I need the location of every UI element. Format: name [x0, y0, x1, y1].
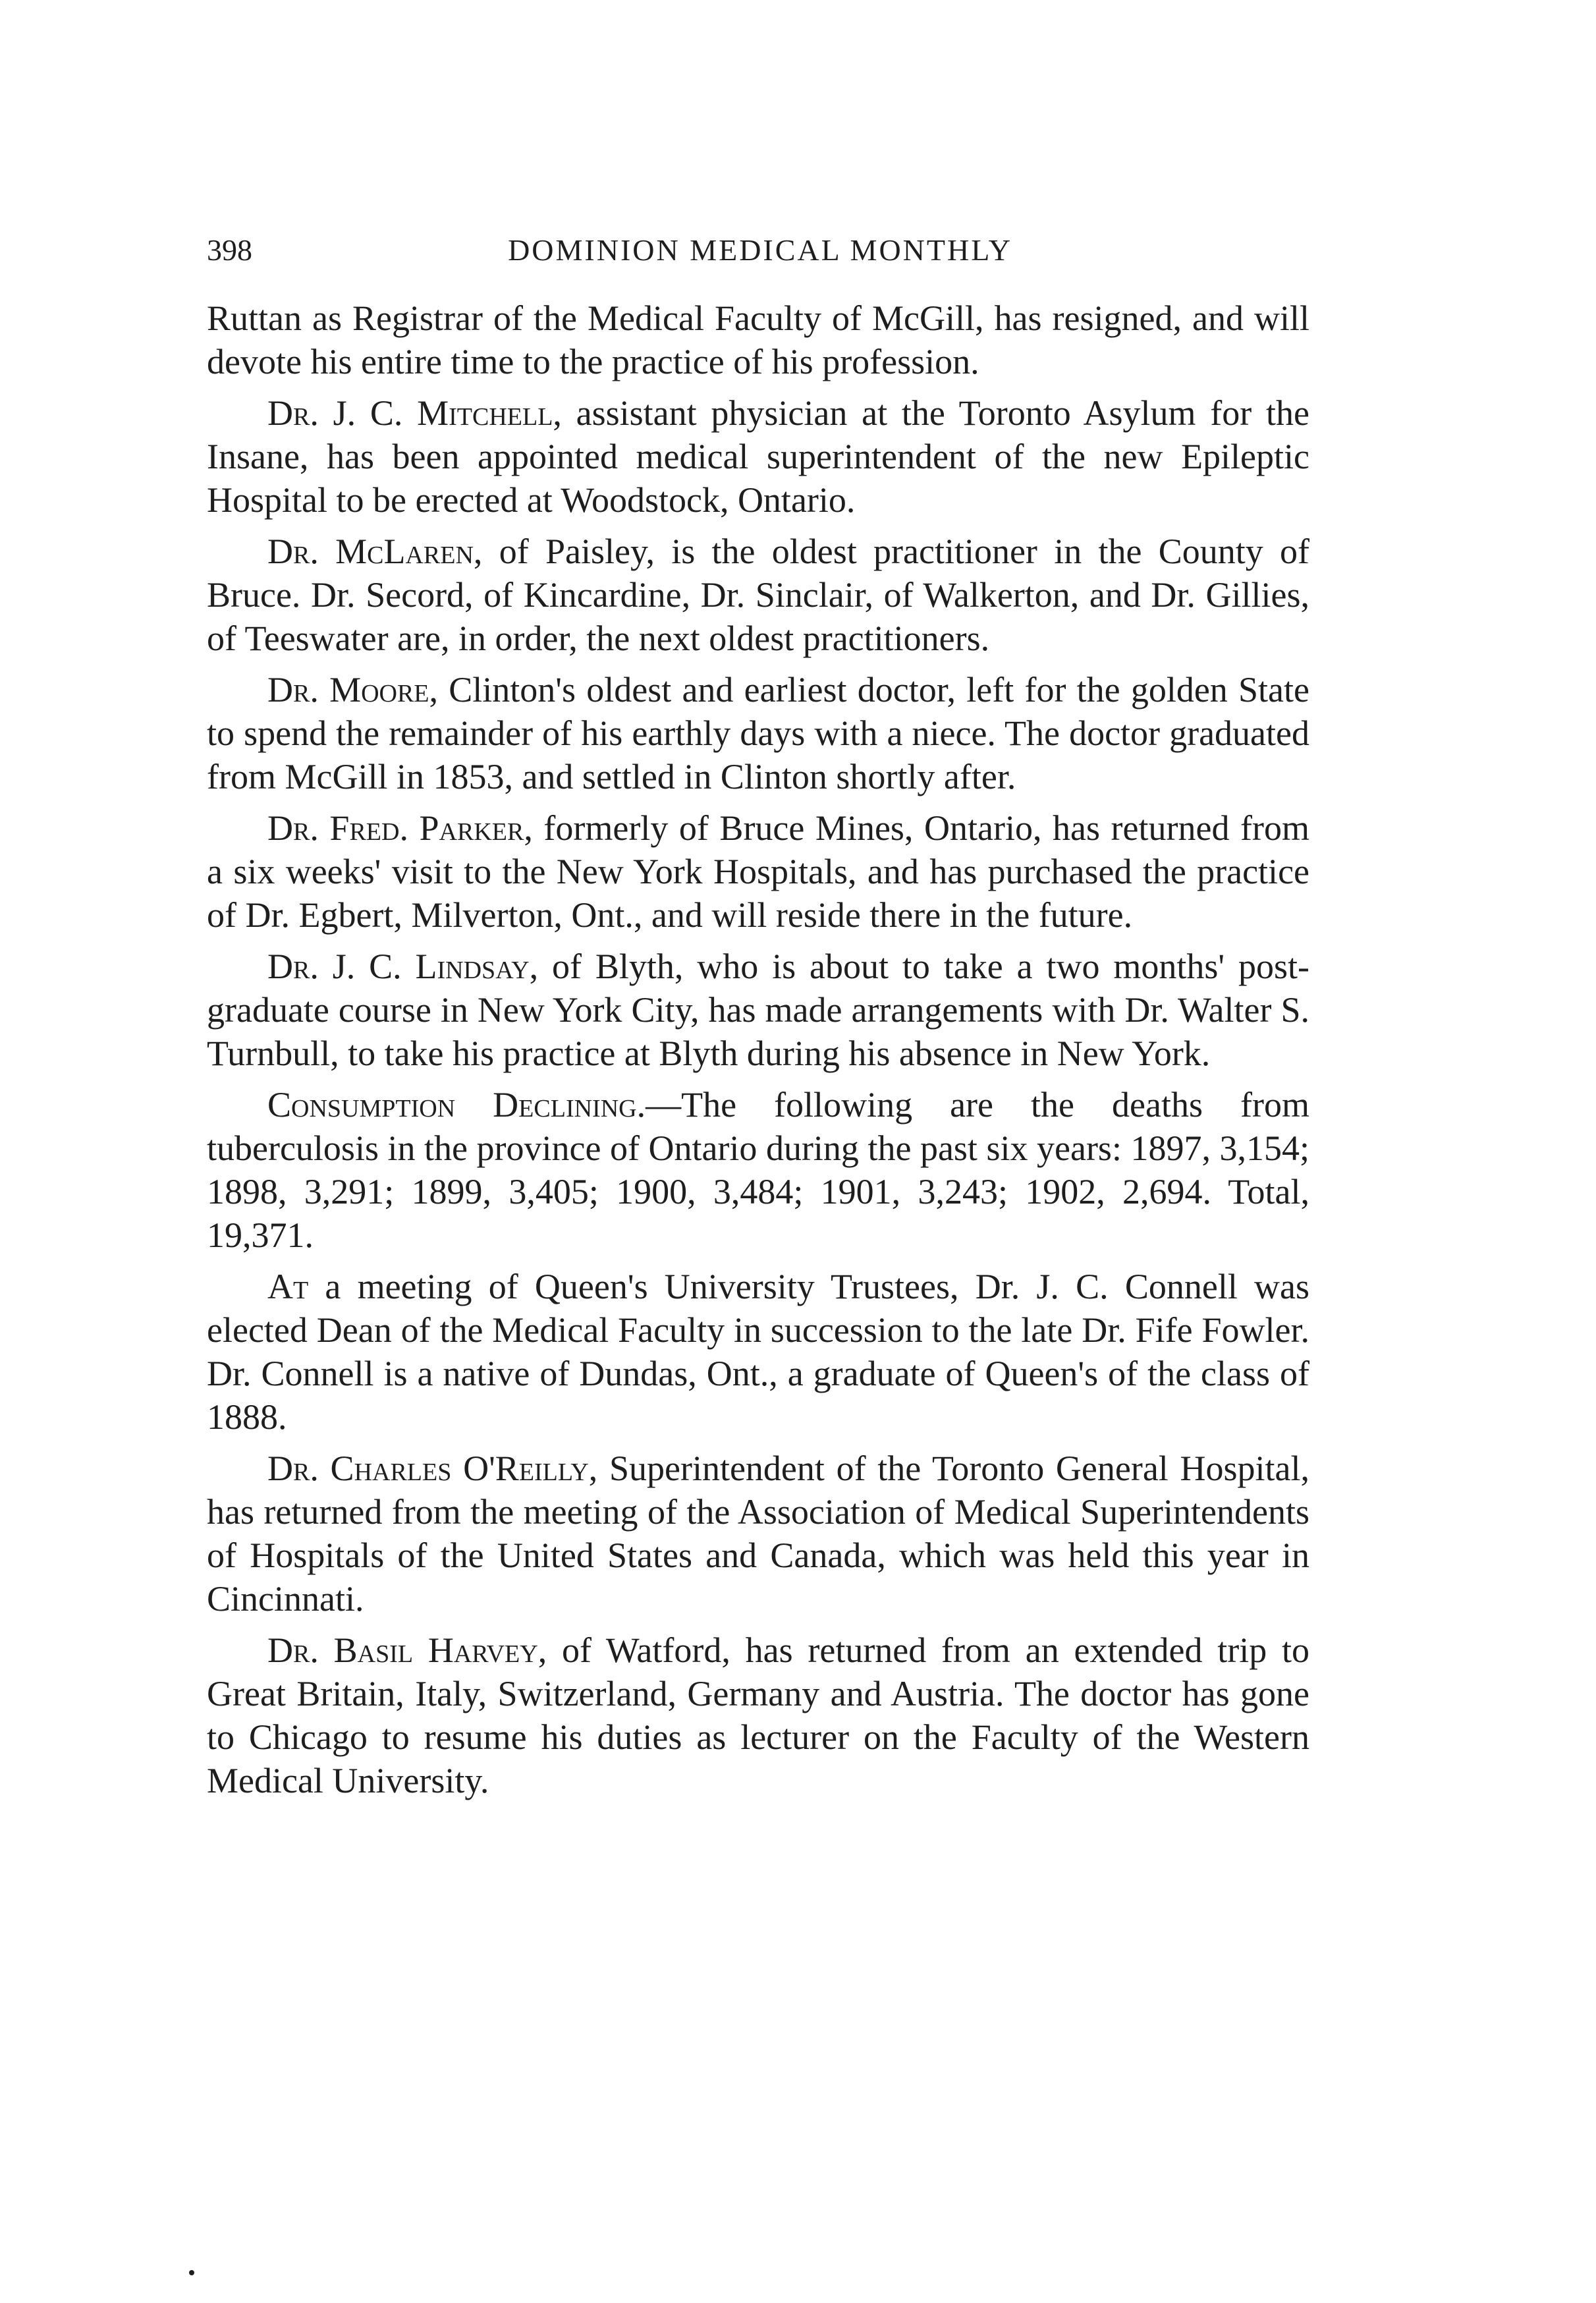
paragraph-text: —The following are the deaths from tuberculosis in the province of Ontario during the past six years: 1897, 3,154; 1898, 3,291; 1899, 3,405; 1900, 3,484; 1901, 3,243; 1902, 2,694. Total, 19,371. — [207, 1085, 1309, 1255]
paragraph-lead: Consumption Declining. — [267, 1085, 646, 1124]
paragraph-text: formerly of Bruce Mines, Ontario, has returned from a six weeks' visit to the New York Hospitals, and has purchased the practice of Dr. Egbert, Milverton, Ont., and will reside there in the future. — [207, 808, 1309, 935]
paragraph-moore — [207, 668, 1309, 798]
paragraph-lead: Dr. Moore, — [267, 670, 439, 709]
running-title: DOMINION MEDICAL MONTHLY — [508, 233, 1012, 267]
page-number: 398 — [207, 233, 252, 267]
paragraph-lead: Dr. Charles O'Reilly, — [267, 1449, 598, 1488]
paragraph-lindsay — [207, 945, 1309, 1075]
paragraph-lead: Dr. Fred. Parker, — [267, 808, 533, 848]
paragraph-mclaren — [207, 530, 1309, 660]
paragraph-lead: Dr. J. C. Lindsay, — [267, 947, 539, 986]
paragraph-text: Clinton's oldest and earliest doctor, left for the golden State to spend the remainder of his earthly days with a niece. The doctor graduated from McGill in 1853, and settled in Clinton shortly after. — [207, 670, 1309, 796]
paragraph-harvey — [207, 1628, 1309, 1802]
paragraph-text: a meeting of Queen's University Trustees, Dr. J. C. Connell was elected Dean of the Medical Faculty in succession to the late Dr. Fife Fowler. Dr. Connell is a native of Dundas, Ont., a graduate of Queen's of the class of 1888. — [207, 1267, 1309, 1437]
paragraph-queens — [207, 1265, 1309, 1439]
paragraph-consumption — [207, 1083, 1309, 1257]
paragraph-parker — [207, 806, 1309, 937]
paragraph-text: Ruttan as Registrar of the Medical Faculty of McGill, has resigned, and will devote his entire time to the practice of his profession. — [207, 298, 1309, 381]
paragraph-lead: At — [267, 1267, 309, 1306]
paragraph-text: of Watford, has returned from an extended trip to Great Britain, Italy, Switzerland, Germany and Austria. The doctor has gone to Chicago to resume his duties as lecturer on the Faculty of the Western Medical University. — [207, 1630, 1309, 1800]
paragraph-lead: Dr. J. C. Mitchell, — [267, 393, 562, 433]
page-header — [207, 224, 1313, 277]
stray-ink-mark — [189, 2270, 194, 2275]
paragraph-lead: Dr. Basil Harvey, — [267, 1630, 547, 1670]
paragraph-text: assistant physician at the Toronto Asylum for the Insane, has been appointed medical superintendent of the new Epileptic Hospital to be erected at Woodstock, Ontario. — [207, 393, 1309, 520]
paragraph-lead: Dr. McLaren, — [267, 532, 483, 571]
paragraph-text: of Blyth, who is about to take a two months' post-graduate course in New York City, has made arrangements with Dr. Walter S. Turnbull, to take his practice at Blyth during his absence in New York. — [207, 947, 1309, 1073]
article-body — [207, 296, 1309, 1810]
paragraph-text: Superintendent of the Toronto General Hospital, has returned from the meeting of the Association of Medical Superintendents of Hospitals of the United States and Canada, which was held this year in Cincinnati. — [207, 1449, 1309, 1619]
paragraph-mitchell — [207, 391, 1309, 522]
paragraph-text: of Paisley, is the oldest practitioner in the County of Bruce. Dr. Secord, of Kincardine, Dr. Sinclair, of Walkerton, and Dr. Gillies, of Teeswater are, in order, the next oldest practitioners. — [207, 532, 1310, 658]
paragraph-ruttan — [207, 296, 1309, 383]
paragraph-oreilly — [207, 1447, 1309, 1621]
